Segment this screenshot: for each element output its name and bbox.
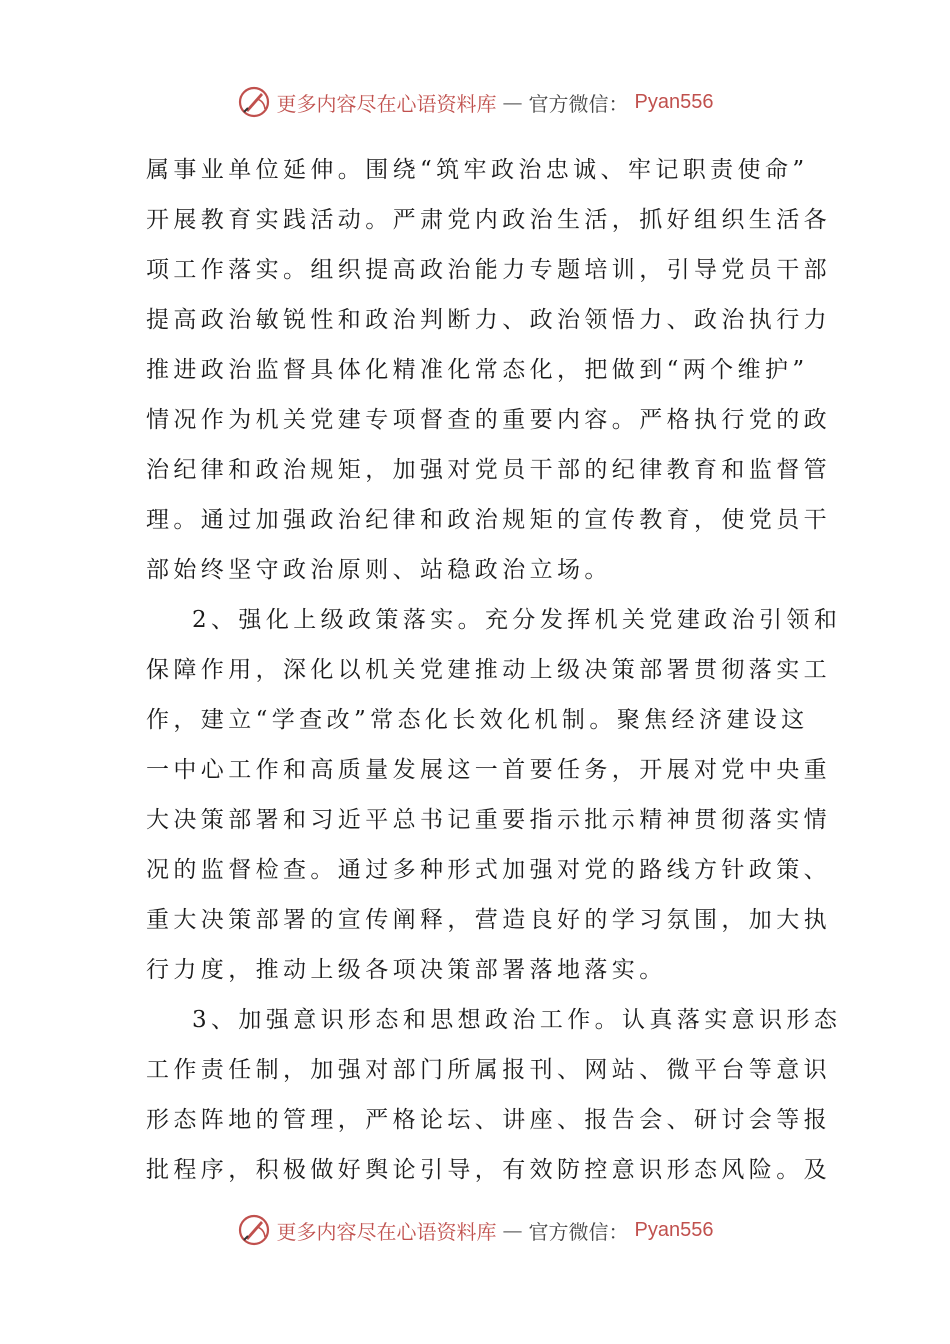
text-line: 况的监督检查。通过多种形式加强对党的路线方针政策、 — [146, 857, 831, 883]
header-watermark — [0, 82, 950, 122]
text-line: 情况作为机关党建专项督查的重要内容。严格执行党的政 — [146, 407, 831, 433]
watermark-text: 更多内容尽在心语资料库 — [276, 91, 497, 116]
text-line: 作，建立“学查改”常态化长效化机制。聚焦经济建设这 — [146, 707, 809, 733]
paragraph-heading-3: 3、加强意识形态和思想政治工作。认真落实意识形态 — [192, 1007, 842, 1033]
text-line: 形态阵地的管理，严格论坛、讲座、报告会、研讨会等报 — [146, 1107, 831, 1133]
text-line: 项工作落实。组织提高政治能力专题培训，引导党员干部 — [146, 257, 831, 283]
document-body — [146, 145, 842, 1195]
watermark-separator: — — [502, 90, 523, 114]
text-line: 大决策部署和习近平总书记重要指示批示精神贯彻落实情 — [146, 807, 831, 833]
footer-watermark — [0, 1210, 950, 1250]
quill-logo-icon — [237, 85, 271, 119]
text-line: 理。通过加强政治纪律和政治规矩的宣传教育，使党员干 — [146, 507, 831, 533]
text-line: 提高政治敏锐性和政治判断力、政治领悟力、政治执行力 — [146, 307, 831, 333]
text-line: 重大决策部署的宣传阐释，营造良好的学习氛围，加大执 — [146, 907, 831, 933]
text-line: 一中心工作和高质量发展这一首要任务，开展对党中央重 — [146, 757, 831, 783]
text-line: 部始终坚守政治原则、站稳政治立场。 — [146, 557, 612, 583]
paragraph-heading-2: 2、强化上级政策落实。充分发挥机关党建政治引领和 — [192, 607, 842, 633]
text-line: 批程序，积极做好舆论引导，有效防控意识形态风险。及 — [146, 1157, 831, 1183]
watermark-wechat-label: 官方微信： — [528, 1219, 629, 1244]
watermark-separator: — — [502, 1218, 523, 1242]
text-line: 保障作用，深化以机关党建推动上级决策部署贯彻落实工 — [146, 657, 831, 683]
text-line: 工作责任制，加强对部门所属报刊、网站、微平台等意识 — [146, 1057, 831, 1083]
text-line: 推进政治监督具体化精准化常态化，把做到“两个维护” — [146, 357, 809, 383]
text-line: 属事业单位延伸。围绕“筑牢政治忠诚、牢记职责使命” — [146, 157, 809, 183]
quill-logo-icon — [237, 1213, 271, 1247]
watermark-text: 更多内容尽在心语资料库 — [276, 1219, 497, 1244]
text-line: 行力度，推动上级各项决策部署落地落实。 — [146, 957, 667, 983]
watermark-wechat-id: Pyan556 — [634, 90, 714, 113]
watermark-wechat-id: Pyan556 — [634, 1218, 714, 1241]
text-line: 治纪律和政治规矩，加强对党员干部的纪律教育和监督管 — [146, 457, 831, 483]
watermark-wechat-label: 官方微信： — [528, 91, 629, 116]
text-line: 开展教育实践活动。严肃党内政治生活，抓好组织生活各 — [146, 207, 831, 233]
